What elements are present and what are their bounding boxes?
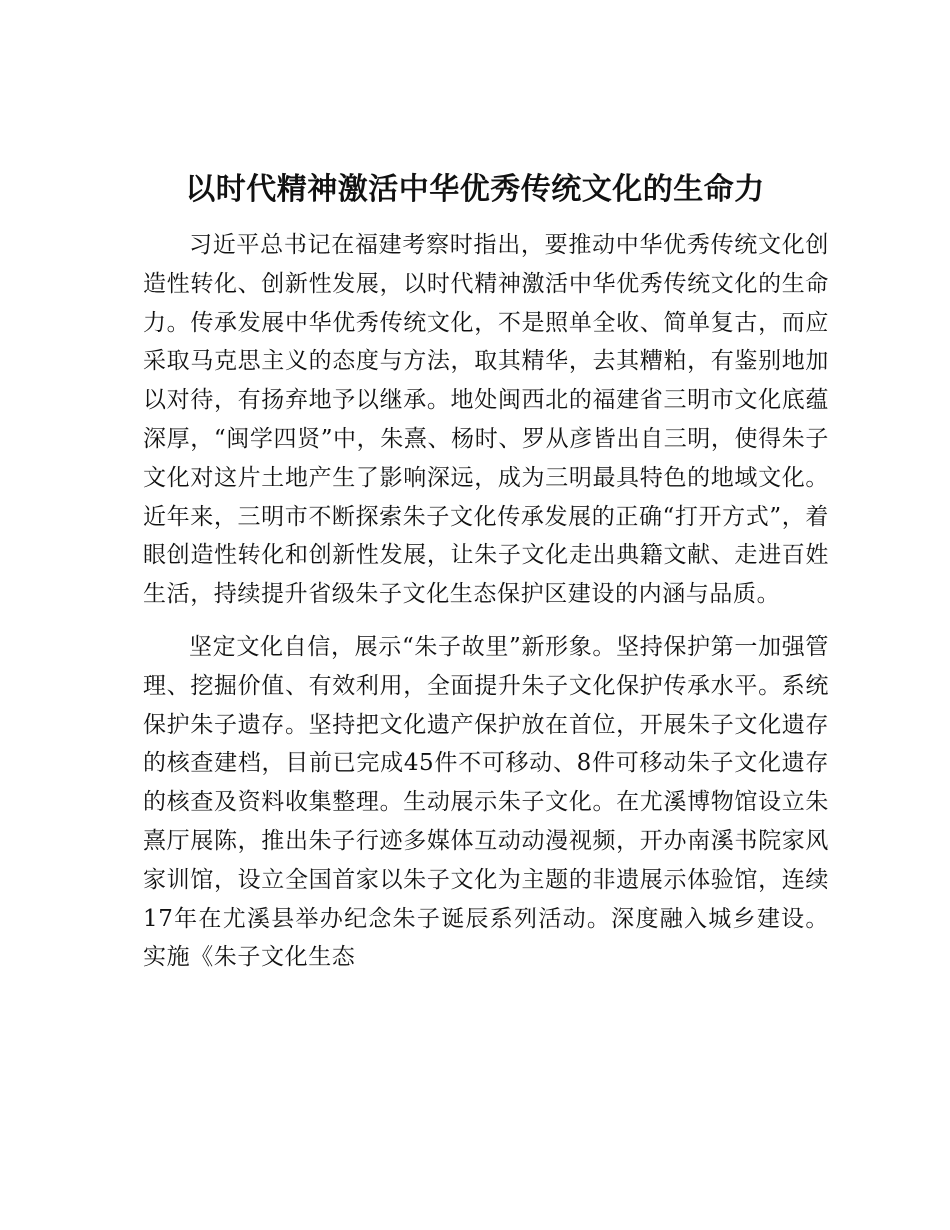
document-body: [143, 226, 829, 977]
paragraph-1: 习近平总书记在福建考察时指出，要推动中华优秀传统文化创造性转化、创新性发展，以时代精神激活中华优秀传统文化的生命力。传承发展中华优秀传统文化，不是照单全收、简单复古，而应采取马克思主义的态度与方法，取其精华，去其糟粕，有鉴别地加以对待，有扬弃地予以继承。地处闽西北的福建省三明市文化底蕴深厚，“闽学四贤”中，朱熹、杨时、罗从彦皆出自三明，使得朱子文化对这片土地产生了影响深远，成为三明最具特色的地域文化。近年来，三明市不断探索朱子文化传承发展的正确“打开方式”，着眼创造性转化和创新性发展，让朱子文化走出典籍文献、走进百姓生活，持续提升省级朱子文化生态保护区建设的内涵与品质。: [143, 232, 829, 608]
paragraph-2: 坚定文化自信，展示“朱子故里”新形象。坚持保护第一加强管理、挖掘价值、有效利用，全面提升朱子文化保护传承水平。系统保护朱子遗存。坚持把文化遗产保护放在首位，开展朱子文化遗存的核查建档，目前已完成45件不可移动、8件可移动朱子文化遗存的核查及资料收集整理。生动展示朱子文化。在尤溪博物馆设立朱熹厅展陈，推出朱子行迹多媒体互动动漫视频，开办南溪书院家风家训馆，设立全国首家以朱子文化为主题的非遗展示体验馆，连续17年在尤溪县举办纪念朱子诞辰系列活动。深度融入城乡建设。实施《朱子文化生态: [143, 633, 829, 971]
document-title: 以时代精神激活中华优秀传统文化的生命力: [185, 172, 765, 207]
